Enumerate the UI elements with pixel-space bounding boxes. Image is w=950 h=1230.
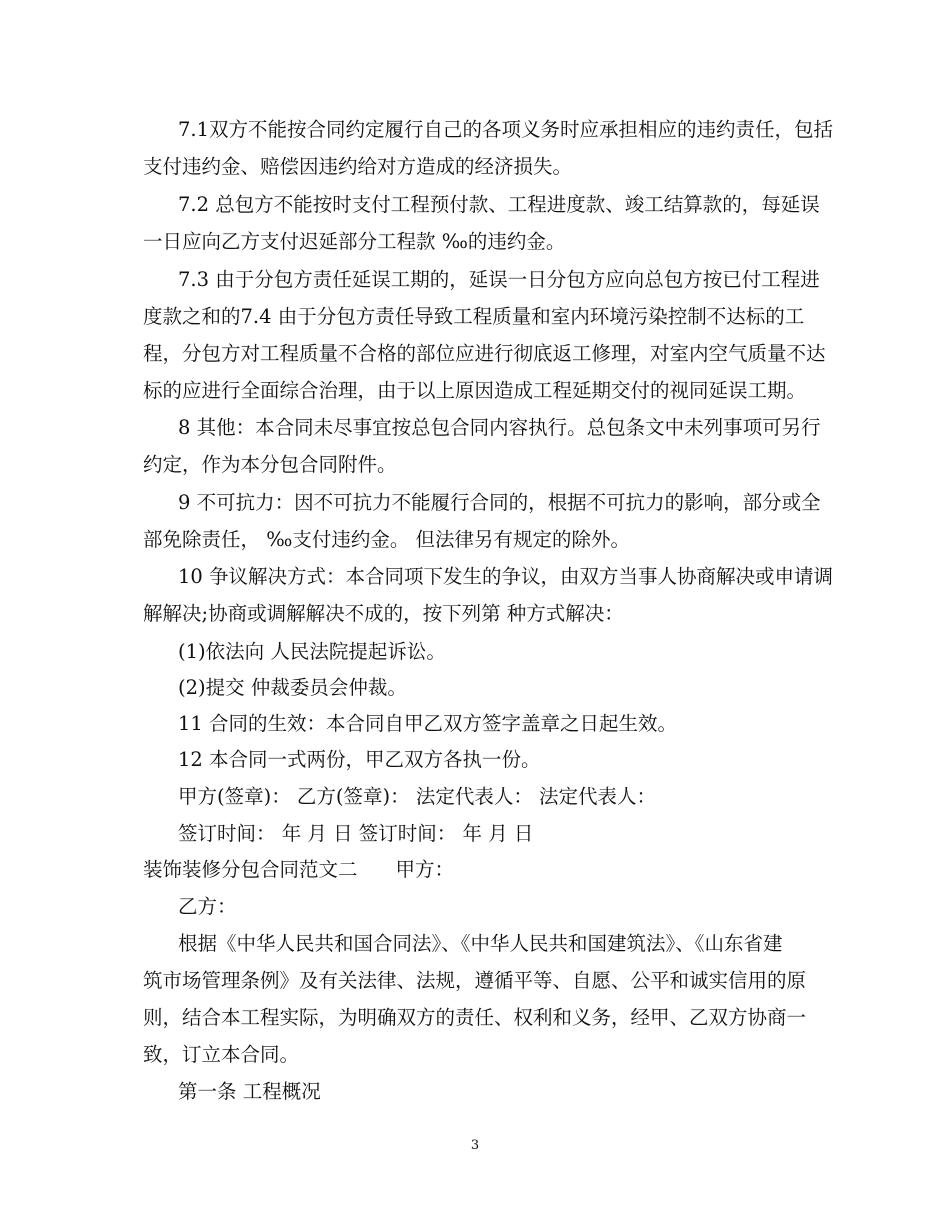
paragraph-line: 7.3 由于分包方责任延误工期的，延误一日分包方应向总包方按已付工程进 — [178, 268, 820, 291]
paragraph-line: 约定，作为本分包合同附件。 — [143, 453, 397, 476]
paragraph-line: 7.1双方不能按合同约定履行自己的各项义务时应承担相应的违约责任，包括 — [178, 118, 834, 141]
party-a-label: 甲方： — [395, 858, 455, 881]
paragraph-line: 一日应向乙方支付迟延部分工程款 ‰的违约金。 — [143, 230, 566, 253]
paragraph-line: 致，订立本合同。 — [143, 1043, 300, 1066]
paragraph-line: 度款之和的7.4 由于分包方责任导致工程质量和室内环境污染控制不达标的工 — [143, 305, 805, 328]
page-number: 3 — [470, 1138, 480, 1153]
paragraph-line: 10 争议解决方式：本合同项下发生的争议，由双方当事人协商解决或申请调 — [178, 565, 834, 588]
paragraph-line: 支付违约金、赔偿因违约给对方造成的经济损失。 — [143, 155, 573, 178]
paragraph-line: 12 本合同一式两份，甲乙双方各执一份。 — [178, 748, 541, 771]
signature-line: 甲方(签章)： 乙方(签章)： 法定代表人： 法定代表人： — [178, 785, 657, 808]
paragraph-line: 8 其他：本合同未尽事宜按总包合同内容执行。总包条文中未列事项可另行 — [178, 416, 821, 439]
second-contract-title: 装饰装修分包合同范文二 — [143, 858, 358, 881]
article-heading: 第一条 工程概况 — [178, 1080, 321, 1103]
party-b-label: 乙方： — [178, 895, 237, 918]
paragraph-line: 筑市场管理条例》及有关法律、法规，遵循平等、自愿、公平和诚实信用的原 — [143, 969, 807, 992]
paragraph-line: 根据《中华人民共和国合同法》、《中华人民共和国建筑法》、《山东省建 — [178, 932, 783, 955]
paragraph-line: 9 不可抗力：因不可抗力不能履行合同的，根据不可抗力的影响，部分或全 — [178, 491, 821, 514]
paragraph-line: 11 合同的生效：本合同自甲乙双方签字盖章之日起生效。 — [178, 712, 678, 735]
section-heading-line — [143, 858, 454, 882]
paragraph-line: 标的应进行全面综合治理，由于以上原因造成工程延期交付的视同延误工期。 — [143, 379, 807, 402]
signing-date-line: 签订时间： 年 月 日 签订时间： 年 月 日 — [178, 822, 534, 845]
paragraph-line: 部免除责任， ‰支付违约金。 但法律另有规定的除外。 — [143, 528, 631, 551]
paragraph-line: (1)依法向 人民法院提起诉讼。 — [178, 640, 446, 663]
paragraph-line: 程，分包方对工程质量不合格的部位应进行彻底返工修理，对室内空气质量不达 — [143, 342, 826, 365]
paragraph-line: (2)提交 仲裁委员会仲裁。 — [178, 676, 407, 699]
paragraph-line: 则，结合本工程实际，为明确双方的责任、权利和义务，经甲、乙双方协商一 — [143, 1006, 807, 1029]
paragraph-line: 解解决;协商或调解解决不成的，按下列第 种方式解决： — [143, 602, 624, 625]
paragraph-line: 7.2 总包方不能按时支付工程预付款、工程进度款、竣工结算款的，每延误 — [178, 193, 820, 216]
